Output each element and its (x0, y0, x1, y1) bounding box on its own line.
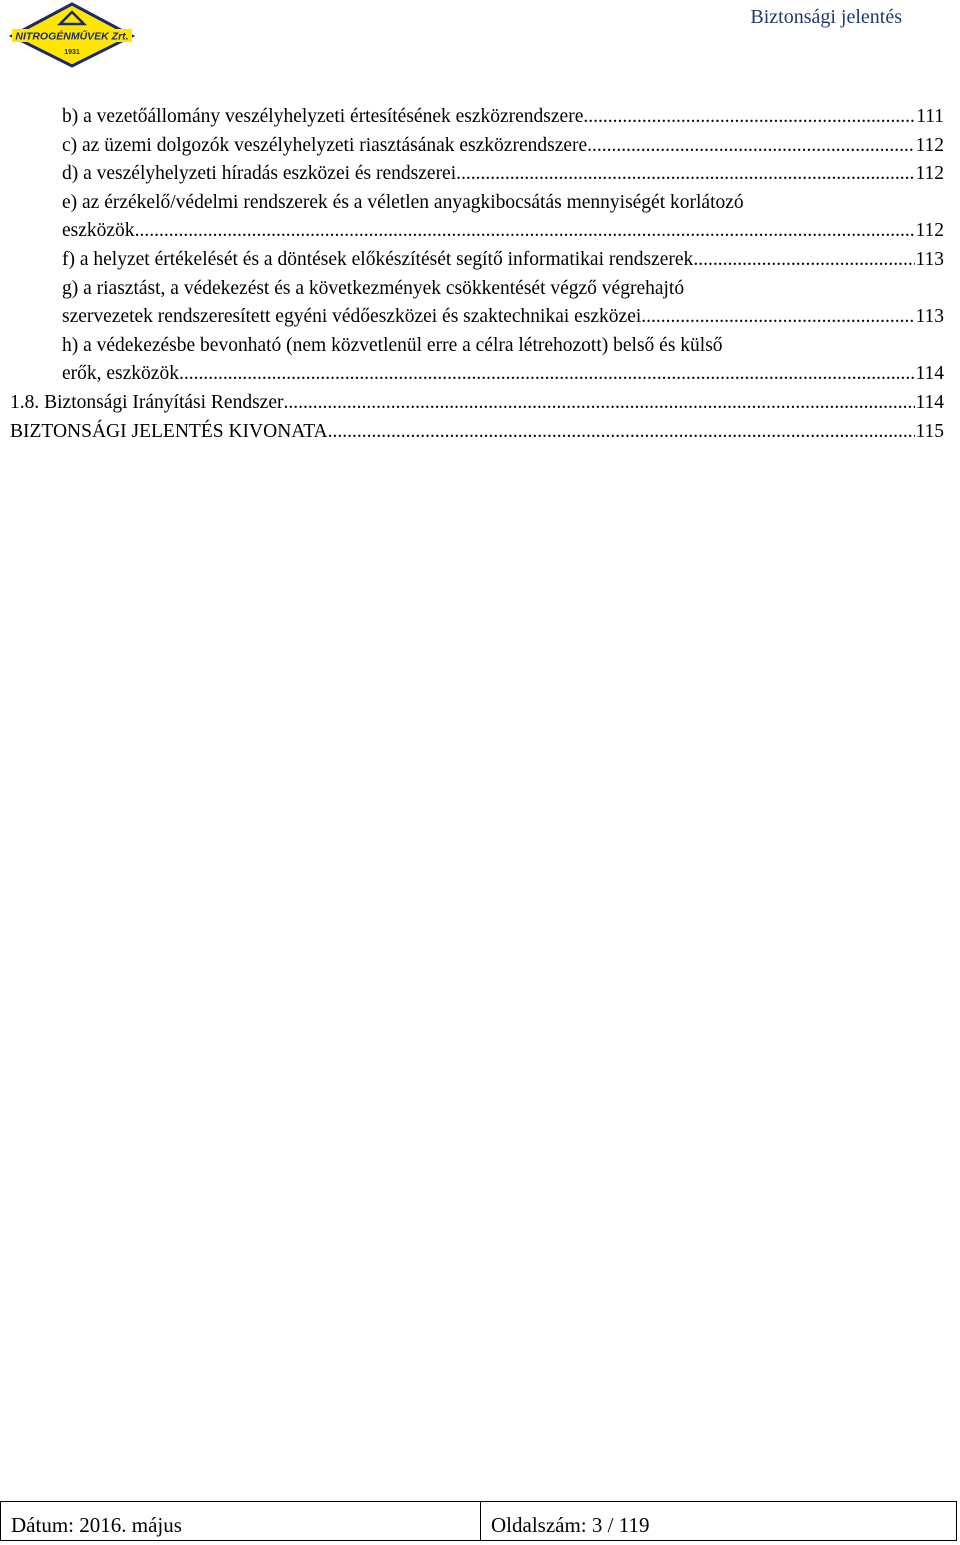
toc-entry-text-line: g) a riasztást, a védekezést és a következmények csökkentését végző végrehajtó (62, 277, 685, 299)
toc-page-number: 113 (915, 248, 944, 270)
toc-page-number: 112 (915, 220, 944, 242)
dot-leader (641, 303, 915, 332)
toc-entry-c[interactable] (0, 132, 944, 161)
dot-leader (179, 360, 916, 389)
toc-entry-text: 1.8. Biztonsági Irányítási Rendszer (10, 391, 284, 413)
toc-entry-text: eszközök (62, 220, 135, 242)
toc-entry-text: d) a veszélyhelyzeti híradás eszközei és rendszerei (62, 163, 457, 185)
toc-entry-1-8[interactable] (0, 389, 944, 418)
toc-page-number: 112 (915, 163, 944, 185)
dot-leader (283, 389, 915, 418)
toc-page-number: 114 (915, 363, 944, 385)
logo-company-name: NITROGÉNMŰVEK Zrt. (15, 30, 129, 43)
dot-leader (583, 103, 916, 132)
toc-entry-text: BIZTONSÁGI JELENTÉS KIVONATA (10, 420, 328, 442)
footer-date: Dátum: 2016. május (1, 1502, 481, 1540)
toc-page-number: 115 (915, 420, 944, 442)
toc-page-number: 114 (915, 391, 944, 413)
dot-leader (135, 217, 916, 246)
toc-entry-text-line: e) az érzékelő/védelmi rendszerek és a véletlen anyagkibocsátás mennyiségét korlátozó (62, 191, 744, 213)
toc-entry-text: b) a vezetőállomány veszélyhelyzeti értesítésének eszközrendszere (62, 106, 584, 127)
dot-leader (693, 246, 915, 275)
toc-entry-text: c) az üzemi dolgozók veszélyhelyzeti riasztásának eszközrendszere (62, 134, 588, 156)
toc-entry-d[interactable] (0, 160, 944, 189)
toc-entry-kivonata[interactable] (0, 418, 944, 447)
table-of-contents (0, 103, 944, 446)
toc-page-number: 111 (916, 106, 944, 127)
dot-leader (328, 418, 916, 447)
footer-page-number: Oldalszám: 3 / 119 (491, 1513, 650, 1537)
page-footer (0, 1501, 957, 1541)
dot-leader (456, 160, 915, 189)
logo-year: 1931 (64, 49, 80, 56)
company-logo (8, 2, 136, 68)
toc-entry-text: erők, eszközök (62, 363, 179, 385)
toc-entry-e[interactable] (0, 189, 944, 246)
dot-leader (587, 132, 915, 161)
toc-entry-g[interactable] (0, 275, 944, 332)
toc-entry-b[interactable] (0, 103, 944, 132)
toc-entry-text: f) a helyzet értékelését és a döntések előkészítését segítő informatikai rendszerek (62, 248, 694, 270)
toc-page-number: 113 (915, 306, 944, 328)
document-title: Biztonsági jelentés (750, 6, 902, 28)
toc-page-number: 112 (915, 134, 944, 156)
toc-entry-text: szervezetek rendszeresített egyéni védőeszközei és szaktechnikai eszközei (62, 306, 642, 328)
toc-entry-h[interactable] (0, 332, 944, 389)
toc-entry-text-line: h) a védekezésbe bevonható (nem közvetlenül erre a célra létrehozott) belső és külső (62, 334, 723, 356)
toc-entry-f[interactable] (0, 246, 944, 275)
